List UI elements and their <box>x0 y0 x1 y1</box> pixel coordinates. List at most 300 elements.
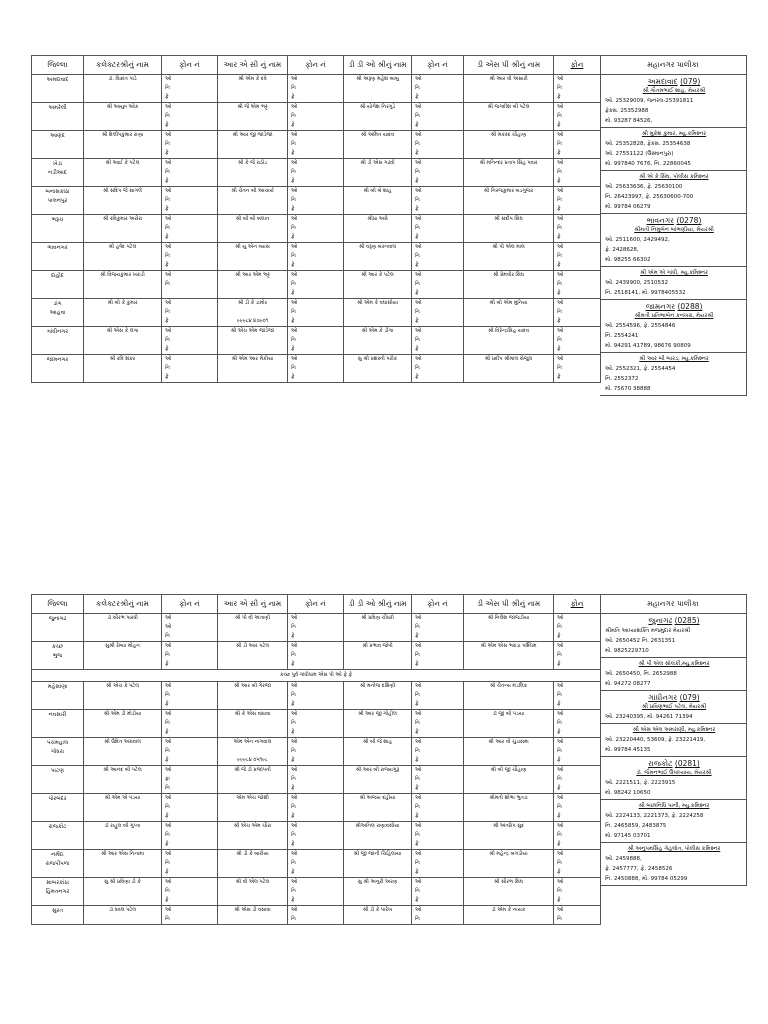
rac-name: શ્રી એસ ડી વસાવા <box>234 907 271 913</box>
phone-label: નિ <box>291 720 296 726</box>
row-note: કચ્છ પુર્વ ગાંધીધામ એસ પી ઓ ફે ફે <box>32 670 601 682</box>
dsp-name-cell <box>464 614 554 642</box>
column-header <box>218 56 288 75</box>
phone-label: નિ <box>415 337 420 343</box>
rac-name-cell <box>218 738 288 766</box>
rac-name: એમ એન નાગવાલ <box>233 739 272 745</box>
phone-cell <box>554 131 601 159</box>
phone-label: ઓ <box>557 160 564 166</box>
phone-label: ફે <box>557 206 561 212</box>
municipal-block <box>600 724 746 757</box>
dsp-name-cell <box>464 738 554 766</box>
district-name: આહવા <box>49 310 66 316</box>
phone-label: ઓ <box>291 683 298 689</box>
collector-name-cell <box>84 738 162 766</box>
phone-label: ફે <box>415 290 419 296</box>
collector-name: શ્રી બી કે કુમાર <box>107 300 138 306</box>
contact-line: મો. 9825229710 <box>605 648 649 654</box>
phone-cell <box>554 710 601 738</box>
phone-label: ઓ <box>165 615 172 621</box>
municipal-block <box>600 214 746 267</box>
table-row <box>32 670 601 682</box>
phone-label: નિ <box>165 633 170 639</box>
city-name: રાજકોટ <box>648 759 673 768</box>
phone-label: ઓ <box>415 160 422 166</box>
dsp-name: શ્રી બી જી ચૌહાણ <box>490 767 527 773</box>
ddo-name: શ્રી પ્રભાવ જોષી <box>362 643 393 649</box>
phone-label: ઓ <box>165 767 172 773</box>
table-row <box>32 75 601 103</box>
dsp-name-cell <box>464 822 554 850</box>
official-name: શ્રી આર બી બારડ, મ્યુ.કમિશ્નર <box>639 356 709 362</box>
column-header <box>288 56 344 75</box>
std-code: (0285) <box>674 616 700 625</box>
dsp-name-cell <box>464 271 554 299</box>
phone-label: ફે <box>165 346 169 352</box>
column-header <box>288 595 344 614</box>
phone-label: નિ <box>165 785 170 791</box>
district-name: પાટણ <box>51 768 64 774</box>
dsp-name-cell <box>464 131 554 159</box>
phone-label: ફે <box>557 785 561 791</box>
dsp-name: શ્રી આર વી ચુડાસમા <box>488 739 529 745</box>
phone-label: ઓ <box>557 739 564 745</box>
column-header-municipal: મહાનગર પાલીકા <box>600 595 746 614</box>
ddo-name-cell <box>344 75 412 103</box>
district-cell <box>32 906 84 925</box>
phone-label: ફે <box>165 150 169 156</box>
rac-name: શ્રી વી એલ પટેલ <box>235 879 270 885</box>
phone-label: ફે <box>557 234 561 240</box>
phone-cell <box>412 878 464 906</box>
phone-cell <box>412 355 464 383</box>
phone-label: ફે <box>415 346 419 352</box>
phone-label: ઓ <box>415 188 422 194</box>
contact-line: ઓ. 2511600, 2429492, <box>605 237 670 243</box>
phone-label: ઓ <box>415 328 422 334</box>
municipal-title <box>605 302 743 312</box>
rac-name: એમ એચ જોશી <box>236 795 269 801</box>
district-cell <box>32 75 84 103</box>
column-header <box>344 595 412 614</box>
phone-label: ઓ <box>291 739 298 745</box>
municipal-title <box>605 616 743 626</box>
official-name: શ્રીમતી પ્રતિભાબેન કનખરા, મેયરશ્રી <box>634 313 714 319</box>
phone-label: ફે <box>165 262 169 268</box>
district-name: નડીઆદ <box>48 170 67 176</box>
municipal-block <box>600 128 746 171</box>
ddo-name: શ્રી મનોજ દક્ષિણી <box>359 683 396 689</box>
ddo-name: શ્રીપ્રા અગ્રે <box>367 216 388 222</box>
phone-label: ઓ <box>557 216 564 222</box>
contact-line: શ્રીમતિ આધ્યાશક્તિ મજમુદાર મેયરશ્રી <box>605 628 691 634</box>
dsp-name: શ્રી પ્રદીપ શ્રીમાલ સેજુલ <box>484 356 533 362</box>
rac-name-cell <box>218 642 288 670</box>
phone-label: ફે <box>165 841 169 847</box>
phone-label: નિ <box>415 888 420 894</box>
dsp-name: શ્રીમતી શોભા ભુતડા <box>489 795 528 801</box>
dsp-name: શ્રી એમ એસ ભરાડા પશ્ચિમ <box>480 643 537 649</box>
phone-label: નિ <box>291 141 296 147</box>
std-code: (079) <box>679 693 700 702</box>
district-cell <box>32 299 84 327</box>
district-name: જુનાગઢ <box>48 616 67 622</box>
table-row <box>32 243 601 271</box>
phone-label: ઓ <box>557 711 564 717</box>
phone-cell <box>412 215 464 243</box>
phone-label: ફે <box>415 150 419 156</box>
column-header-label: ફોન નં <box>305 60 326 69</box>
phone-cell <box>412 159 464 187</box>
rac-name: શ્રી ડી કે બારીયા <box>236 851 269 857</box>
dsp-name-cell <box>464 642 554 670</box>
phone-cell <box>288 766 344 794</box>
phone-label: ફે <box>291 374 295 380</box>
dsp-name: શ્રી મહેન્દ્ર બગડીયા <box>489 851 528 857</box>
phone-label: ફે <box>557 262 561 268</box>
district-name: સાબરકાંઠા <box>46 880 69 886</box>
phone-label: નિ <box>415 860 420 866</box>
phone-cell <box>162 103 218 131</box>
phone-cell <box>288 215 344 243</box>
column-header-label: કલેક્ટરશ્રીનું નામ <box>96 599 149 608</box>
collector-name-cell <box>84 682 162 710</box>
phone-label: ઓ <box>291 132 298 138</box>
ddo-name-cell <box>344 159 412 187</box>
municipal-title <box>605 759 743 769</box>
ddo-name: સુ શ્રી અનુરી અરણ <box>357 879 398 885</box>
phone-label: ઓ <box>557 104 564 110</box>
municipal-block <box>600 171 746 214</box>
collector-name: શ્રી આનંદ બી પટેલ <box>103 767 142 773</box>
phone-label: ફે <box>291 178 295 184</box>
phone-label: ઓ <box>291 272 298 278</box>
phone-label: નિ <box>415 720 420 726</box>
ddo-name: શ્રી એમ કે ડીંગા <box>361 328 394 334</box>
contact-line: મો. 99784 45135 <box>605 747 651 753</box>
phone-cell <box>162 822 218 850</box>
ddo-name-cell <box>344 215 412 243</box>
dsp-name: શ્રી મનિન્દર પ્રતાપ સિંહ પવાર <box>479 160 538 166</box>
phone-label: નિ <box>415 832 420 838</box>
phone-label: નિ <box>291 225 296 231</box>
phone-label: ફે <box>415 841 419 847</box>
phone-cell <box>554 215 601 243</box>
phone-cell <box>162 766 218 794</box>
phone-cell <box>288 614 344 642</box>
collector-name-cell <box>84 299 162 327</box>
rac-name-cell <box>218 299 288 327</box>
officials-table-2 <box>31 594 601 925</box>
phone-cell <box>412 822 464 850</box>
phone-label: નિ <box>415 365 420 371</box>
phone-label: નિ <box>291 776 296 782</box>
phone-label: ઓ <box>557 643 564 649</box>
collector-name-cell <box>84 243 162 271</box>
column-header-municipal: મહાનગર પાલીકા <box>600 56 746 75</box>
phone-label: ફે <box>557 869 561 875</box>
phone-label: ઓ <box>557 272 564 278</box>
phone-cell <box>162 271 218 299</box>
phone-label: નિ <box>557 309 562 315</box>
phone-cell <box>288 822 344 850</box>
city-name: અમદાવાદ <box>647 77 678 86</box>
dsp-name: શ્રી જગદીશ બી પટેલ <box>487 104 530 110</box>
phone-label: ઓ <box>165 76 172 82</box>
ddo-name-cell <box>344 327 412 355</box>
phone-label: ફે <box>165 374 169 380</box>
phone-label: ફે <box>415 757 419 763</box>
rac-name-cell <box>218 215 288 243</box>
phone-label: નિ <box>165 365 170 371</box>
contact-line: નિ. 26423997, ફે. 25630600-700 <box>605 194 694 200</box>
dsp-name-cell <box>464 878 554 906</box>
phone-label: ફે <box>291 206 295 212</box>
phone-label: નિ <box>415 253 420 259</box>
column-header <box>464 595 554 614</box>
column-header-label: ડી એસ પી શ્રીનું નામ <box>476 60 541 69</box>
district-name: રાજકોટ <box>48 824 67 830</box>
dsp-name: શ્રી પ્રેમવીર સિંઘ <box>492 272 525 278</box>
phone-label: નિ <box>415 197 420 203</box>
contact-line: ઓ. 25633636, ફે. 25630100 <box>605 184 683 190</box>
municipal-block <box>600 843 746 885</box>
column-header-label: કલેક્ટરશ્રીનું નામ <box>96 60 149 69</box>
phone-label: ફે <box>557 897 561 903</box>
phone-label: નિ <box>557 113 562 119</box>
column-header <box>32 56 84 75</box>
collector-name-cell <box>84 159 162 187</box>
phone-label: નિ <box>165 113 170 119</box>
district-cell <box>32 738 84 766</box>
collector-name: ડૉ સૌરભ પારધી <box>107 615 138 621</box>
column-header-label: ફોન નં <box>427 599 448 608</box>
rac-name-cell <box>218 243 288 271</box>
contact-line: ઓ. 23240395, મો. 94261 71394 <box>605 714 693 720</box>
official-name: શ્રી એસ એલ અમરાણી, મ્યુ.કમિશ્નર <box>632 727 716 733</box>
phone-label: ઓ <box>291 615 298 621</box>
phone-label: ફે <box>415 374 419 380</box>
phone-label: ઓ <box>165 795 172 801</box>
collector-name-cell <box>84 906 162 925</box>
contact-line: ફે. 2428628, <box>605 247 639 253</box>
phone-label: ફે <box>415 206 419 212</box>
district-cell <box>32 215 84 243</box>
phone-label: નિ <box>415 748 420 754</box>
ddo-name-cell <box>344 642 412 670</box>
phone-cell <box>412 794 464 822</box>
phone-label: ફે <box>415 785 419 791</box>
phone-label: ફે <box>291 262 295 268</box>
ddo-name-cell <box>344 103 412 131</box>
phone-cell <box>162 187 218 215</box>
phone-label: ફે <box>557 757 561 763</box>
phone-cell <box>412 906 464 925</box>
phone-label: ફે <box>557 633 561 639</box>
rac-name-cell <box>218 766 288 794</box>
contact-line: ઓ. 2439900, 2510532 <box>605 280 668 286</box>
ddo-name: સુ શ્રી પ્રશસ્તી પરીક <box>357 356 398 362</box>
phone-cell <box>162 906 218 925</box>
municipal-title <box>605 693 743 703</box>
district-name: પાલનપુર <box>47 198 68 204</box>
phone-label: ફે <box>165 178 169 184</box>
phone-label: નિ <box>557 804 562 810</box>
district-cell <box>32 271 84 299</box>
phone-label: નિ <box>165 860 170 866</box>
phone-label: ઓ <box>165 907 172 913</box>
dsp-name-cell <box>464 766 554 794</box>
phone-cell <box>554 187 601 215</box>
municipal-block <box>600 757 746 800</box>
dsp-name-cell <box>464 187 554 215</box>
phone-label: ઓ <box>415 244 422 250</box>
district-cell <box>32 710 84 738</box>
phone-label: નિ <box>557 652 562 658</box>
phone-label: નિ <box>557 141 562 147</box>
phone-label: નિ <box>415 113 420 119</box>
phone-cell <box>288 794 344 822</box>
phone-label: ઓ <box>291 104 298 110</box>
collector-name: શ્રી એચ કે પટેલ <box>105 683 139 689</box>
phone-label: નિ <box>165 888 170 894</box>
phone-label: ઓ <box>165 851 172 857</box>
phone-label: ફે <box>415 633 419 639</box>
phone-label: ઓ <box>291 356 298 362</box>
phone-label: નિ <box>291 85 296 91</box>
dsp-name: શ્રી મકરંદ ચૌહાણ <box>490 132 527 138</box>
phone-label: ઓ <box>557 823 564 829</box>
phone-cell <box>288 187 344 215</box>
table-header-row <box>32 56 601 75</box>
ddo-name: શ્રી આર કે પટેલ <box>361 272 394 278</box>
phone-label: ફે <box>415 661 419 667</box>
column-header-label: આર એ સી નું નામ <box>223 60 282 69</box>
phone-label: ફે <box>557 841 561 847</box>
phone-cell <box>412 271 464 299</box>
phone-label: નિ <box>415 652 420 658</box>
collector-name: શ્રી એમ ડી મોડીયા <box>103 711 142 717</box>
phone-label: ફે <box>165 729 169 735</box>
dsp-name-cell <box>464 355 554 383</box>
table-row <box>32 682 601 710</box>
district-name: પંચમહાલ <box>46 740 69 746</box>
collector-name: શ્રી હર્ષદ પટેલ <box>108 244 137 250</box>
phone-label: નિ <box>165 169 170 175</box>
municipal-block <box>600 614 746 658</box>
collector-name-cell <box>84 75 162 103</box>
phone-cell <box>162 131 218 159</box>
phone-label: નિ <box>415 624 420 630</box>
phone-label: નિ <box>291 365 296 371</box>
rac-name-cell <box>218 75 288 103</box>
phone-label: નિ <box>165 652 170 658</box>
column-header-label: જિલ્લા <box>47 599 68 608</box>
phone-label: ઓ <box>415 711 422 717</box>
phone-cell <box>554 682 601 710</box>
ddo-name-cell <box>344 299 412 327</box>
municipal-block <box>600 800 746 843</box>
district-name: કચ્છ <box>51 644 64 650</box>
table-row <box>32 187 601 215</box>
phone-label: નિ <box>557 365 562 371</box>
dsp-name: શ્રી ચૈતન્ય મંડલિક <box>489 683 528 689</box>
phone-label: નિ <box>291 860 296 866</box>
collector-name: શ્રી ઉદિત અગ્રવાલ <box>104 739 141 745</box>
phone-label: ઓ <box>165 624 172 630</box>
phone-label: ફે <box>557 701 561 707</box>
phone-cell <box>288 131 344 159</box>
phone-label: ફે <box>165 757 169 763</box>
column-header <box>162 595 218 614</box>
rac-name-cell <box>218 878 288 906</box>
phone-label: ઓ <box>165 132 172 138</box>
collector-name-cell <box>84 327 162 355</box>
phone-cell <box>412 766 464 794</box>
district-name: ભરૂચ <box>51 217 64 223</box>
phone-label: નિ <box>291 309 296 315</box>
collector-name-cell <box>84 131 162 159</box>
phone-label: ઓ <box>557 795 564 801</box>
phone-label: ફે <box>415 318 419 324</box>
district-cell <box>32 243 84 271</box>
contact-line: મો. 75670 38888 <box>605 386 651 392</box>
phone-label: ઓ <box>415 104 422 110</box>
dsp-name-cell <box>464 327 554 355</box>
phone-label: નિ <box>165 309 170 315</box>
phone-label: ફે <box>291 729 295 735</box>
column-header-label: ડી ડી ઓ શ્રીનું નામ <box>348 599 407 608</box>
phone-label: ફે <box>165 701 169 707</box>
ddo-name: શ્રી આર જી ગોહીલ <box>358 711 397 717</box>
rac-name: શ્રી ચેતન બી આચાર્ય <box>231 188 274 194</box>
rac-name: શ્રી એમ કે દવે <box>238 76 267 82</box>
phone-cell <box>288 299 344 327</box>
phone-label: ફે <box>557 813 561 819</box>
phone-cell <box>162 355 218 383</box>
ddo-name-cell <box>344 131 412 159</box>
phone-label: ફે <box>415 234 419 240</box>
table-row <box>32 103 601 131</box>
phone-label: ઓ <box>165 643 172 649</box>
ddo-name: શ્રી બી બે શાહ <box>363 188 392 194</box>
rac-name: શ્રી ડી કે ડામોર <box>237 300 268 306</box>
phone-label: ફે <box>291 813 295 819</box>
contact-line: ઓ. 27551122 (ઉસ્માનપુરા) <box>605 151 674 157</box>
ddo-name-cell <box>344 614 412 642</box>
dsp-name-cell <box>464 710 554 738</box>
collector-name-cell <box>84 271 162 299</box>
column-header-label: ફોન નં <box>427 60 448 69</box>
dsp-name: શ્રી નિરજકુમાર બડગુજર <box>483 188 534 194</box>
std-code: (0278) <box>676 216 702 225</box>
rac-name: શ્રી આર એમ ભટ્ટ <box>235 272 270 278</box>
district-cell <box>32 642 84 670</box>
contact-line: નિ. 2518141, મો. 9978405532 <box>605 290 686 296</box>
phone-label: ઓ <box>557 356 564 362</box>
phone-label: ફે <box>291 150 295 156</box>
phone-label: ઓ <box>165 272 172 278</box>
column-header-label: ડી ડી ઓ શ્રીનું નામ <box>348 60 407 69</box>
city-name: જુનાગઢ <box>648 616 673 625</box>
phone-label: નિ <box>291 888 296 894</box>
phone-label: ઓ <box>165 104 172 110</box>
phone-label: નિ <box>557 225 562 231</box>
official-name: ડૉ. જૈમનભાઈ ઉપાધ્યાય, મેયરશ્રી <box>636 770 712 776</box>
ddo-name-cell <box>344 355 412 383</box>
column-header-label: જિલ્લા <box>47 60 68 69</box>
phone-label: ઓ <box>165 823 172 829</box>
